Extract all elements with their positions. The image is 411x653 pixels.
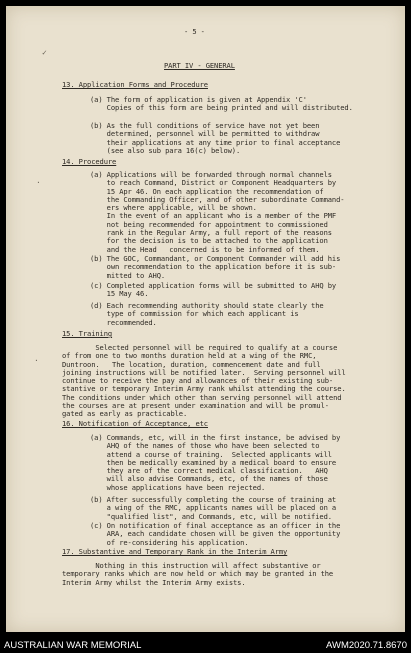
text-line: their applications at any time prior to final acceptance [90,137,341,147]
text-line: a wing of the RMC, applicants names will be placed on a [90,503,337,513]
document-page [6,6,405,632]
text-line: (c) On notification of final acceptance as an officer in the [90,521,341,530]
text-line: will also advise Commands, etc, of the names of those [90,474,328,484]
text-line: 15 Apr 46. On each application the recommendation of [90,186,324,196]
s13-a [90,96,353,113]
footer-accession-number: AWM2020.71.8670 [326,640,407,651]
text-line: The conditions under which other than serving personnel will attend [62,392,342,402]
text-line: mitted to AHQ. [90,270,166,280]
text-line: to reach Command, District or Component Headquarters by [90,178,337,188]
pencil-mark-icon: · [36,178,41,187]
s16-a [90,434,340,492]
s14-d [90,302,324,327]
section-15-heading: 15. Training [62,329,113,338]
text-line: stantive or temporary Interim Army rank whilst attending the course. [62,384,346,394]
text-line: Interim Army whilst the Interim Army exists. [62,577,246,587]
text-line: (b) After successfully completing the course of training at [90,495,337,504]
text-line: Duntroon. The location, duration, commencement date and full [62,359,321,369]
section-17-heading: 17. Substantive and Temporary Rank in the Interim Army [62,547,288,556]
text-line: of from one to two months duration held at a wing of the RMC, [62,351,317,361]
text-line: attend a course of training. Selected applicants will [90,449,332,459]
text-line: Selected personnel will be required to qualify at a course [62,343,338,352]
text-line: they are of the correct medical classification. AHQ [90,466,328,476]
text-line: (a) The form of application is given at Appendix 'C' [90,95,307,104]
page-number: - 5 - [184,27,205,36]
text-line: joining instructions will be notified later. Serving personnel will [62,367,346,377]
text-line: own recommendation to the application before it is sub- [90,262,337,272]
text-line: the courses are at present under examination and will be promul- [62,401,329,411]
text-line: AHQ of the names of those who have been selected to [90,441,320,451]
s16-b [90,496,336,521]
text-line: (b) The GOC, Commandant, or Component Commander will add his [90,254,341,263]
text-line: (c) Completed application forms will be submitted to AHQ by [90,281,337,290]
s13-b [90,122,340,155]
text-line: whose applications have been rejected. [90,482,266,492]
text-line: (b) As the full conditions of service have not yet been [90,121,320,130]
text-line: then be medically examined by a medical board to ensure [90,457,337,467]
text-line: (d) Each recommending authority should state clearly the [90,301,324,310]
s17-body [62,562,333,587]
text-line: determined, personnel will be permitted to withdraw [90,129,320,139]
text-line: continue to receive the pay and allowances of their existing sub- [62,376,334,386]
part-title: PART IV - GENERAL [164,61,235,70]
text-line: gated as early as practicable. [62,409,188,419]
text-line: 15 May 46. [90,289,149,299]
section-16-heading: 16. Notification of Acceptance, etc [62,419,208,428]
s14-c [90,282,336,299]
s14-b [90,255,340,280]
text-line: not being recommended for appointment to commissioned [90,219,328,229]
text-line: ARA, each candidate chosen will be given the opportunity [90,529,341,539]
text-line: In the event of an applicant who is a member of the PMF [90,211,337,221]
footer-bar [0,636,411,653]
text-line: (a) Commands, etc, will in the first instance, be advised by [90,433,341,442]
section-13-heading: 13. Application Forms and Procedure [62,80,208,89]
text-line: Copies of this form are being printed and will distributed. [90,103,353,113]
text-line: rank in the Regular Army, a full report of the reasons [90,228,332,238]
s15-body [62,344,346,419]
s16-c [90,522,340,547]
text-line: "qualified list", and Commands, etc, will be notified. [90,511,332,521]
text-line: for the decision is to be attached to the application [90,236,328,246]
pencil-mark-icon: · [34,356,39,365]
text-line: Nothing in this instruction will affect substantive or [62,561,321,570]
text-line: and the Head concerned is to be informed of them. [90,244,320,254]
text-line: ers where applicable, will be shown. [90,203,257,213]
text-line: the Commanding Officer, and of other subordinate Command- [90,194,345,204]
footer-credit: AUSTRALIAN WAR MEMORIAL [4,640,142,651]
text-line: (see also sub para 16(c) below). [90,145,241,155]
section-14-heading: 14. Procedure [62,157,117,166]
text-line: recommended. [90,317,157,327]
text-line: temporary ranks which are now held or which may be granted in the [62,569,334,579]
text-line: type of commission for which each applicant is [90,309,299,319]
pencil-mark-icon: ✓ [42,48,47,57]
s14-a [90,171,344,254]
text-line: of re-considering his application. [90,537,249,547]
text-line: (a) Applications will be forwarded through normal channels [90,170,332,179]
